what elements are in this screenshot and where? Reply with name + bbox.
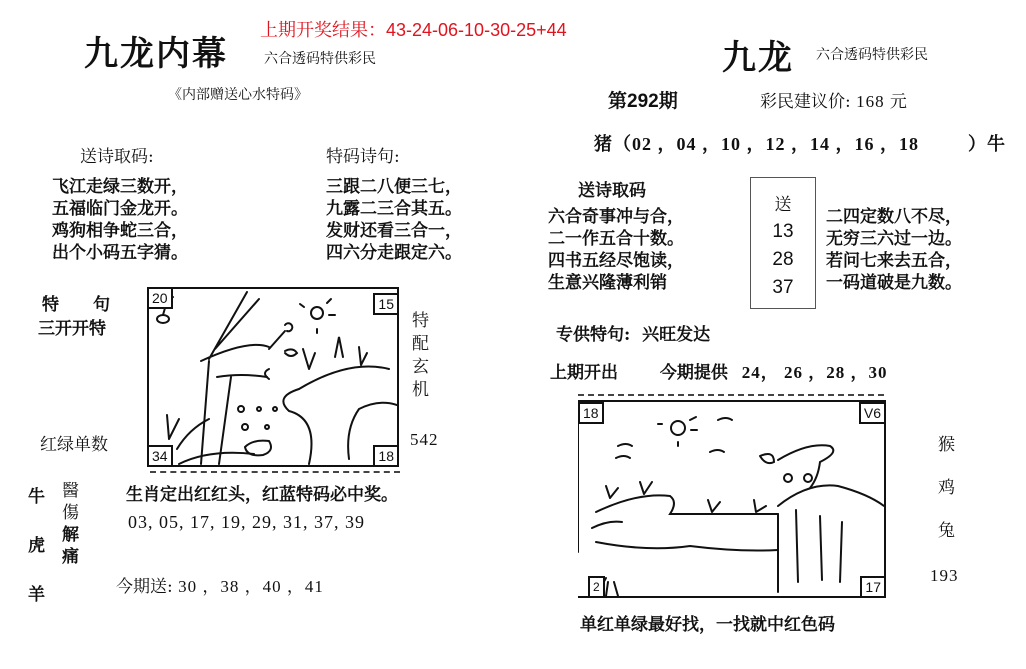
zodiac-char: 虎 [28,536,45,556]
poem-a [52,176,188,264]
poem-line: 二四定数八不尽， [826,207,962,227]
special-row [556,320,710,345]
poem-line: 无穷三六过一边。 [826,229,962,249]
poem-line: 五福临门金龙开。 [52,199,188,219]
cure-char: 解 [62,525,79,545]
pig-suffix: ）牛 [968,134,1006,154]
corner-number-tl: 20 [147,287,173,309]
poem-line: 三跟二八便三七， [326,177,462,197]
side-char: 鸡 [938,478,955,498]
send-numbers: 30 ，38 ，40 ，41 [178,577,324,596]
poem-line: 出个小码五字猜。 [52,243,188,263]
send-box-label: 送 [774,195,792,215]
left-numbers: 03, 05, 17, 19, 29, 31, 37, 39 [128,512,365,532]
poem-line: 鸡狗相争蛇三合， [52,221,188,241]
dashed-divider [578,394,884,396]
send-label: 今期送: [116,577,173,597]
left-slogan: 生肖定出红红头，红蓝特码必中奖。 [126,485,398,505]
last-open-label: 上期开出 [550,363,618,383]
cure-char: 醫 [62,481,79,501]
cure-char: 傷 [62,503,79,523]
left-title: 九龙内幕 [84,34,228,74]
cure-column [62,480,79,568]
right-hint-picture [578,400,886,598]
right-side-vertical [938,430,955,541]
poem-line: 飞江走绿三数开， [52,177,188,197]
corner-number-bl: 2 [588,576,605,598]
provide-numbers: 24， 26 ，28 ，30 [741,363,888,382]
cure-char: 痛 [62,547,79,567]
pig-numbers: 02 ，04 ，10 ，12 ，14 ，16 ，18 [632,134,919,154]
pig-line [594,130,919,156]
zodiac-column [28,482,45,605]
send-box-number: 13 [772,221,794,242]
right-title: 九龙 [722,38,794,78]
side-char: 玄 [412,357,429,377]
zodiac-char: 羊 [28,585,45,605]
price-row [760,87,908,112]
right-side-number: 193 [930,566,959,585]
side-char: 特 [412,311,429,331]
send-box-number: 37 [772,277,794,298]
left-subtitle: 《内部赠送心水特码》 [168,87,308,103]
provide-label: 今期提供 [659,363,728,383]
send-row [116,572,324,597]
last-result-banner [260,16,567,42]
side-char: 配 [412,334,429,354]
special-label: 专供特句: [556,325,631,345]
corner-number-br: 17 [860,576,886,598]
right-tagline: 六合透码特供彩民 [816,47,928,63]
zodiac-char: 牛 [28,487,45,507]
last-result-label: 上期开奖结果： [260,20,386,40]
right-poem-left [548,206,684,294]
poem-line: 生意兴隆薄利销 [548,273,667,293]
poem-line: 二一作五合十数。 [548,229,684,249]
special-value: 兴旺发达 [642,325,711,345]
right-poem-heading: 送诗取码 [578,181,646,201]
side-char: 猴 [938,435,955,455]
poem-a-heading: 送诗取码: [80,147,154,167]
poem-line: 四六分走跟定六。 [326,243,462,263]
poem-b-heading: 特码诗句: [326,147,400,167]
price-label: 彩民建议价: [760,92,851,112]
send-box-number: 28 [772,249,794,270]
issue-number: 第292期 [608,91,678,112]
price-value: 168 元 [856,92,908,111]
provide-row [550,358,888,383]
corner-number-bl: 34 [147,445,173,467]
right-poem-right [826,206,962,294]
sketch-landscape-icon [149,289,397,465]
left-hint-picture [147,287,399,467]
side-char: 兔 [938,521,955,541]
sketch-landscape-icon [578,402,884,596]
poem-line: 六合奇事冲与合， [548,207,684,227]
corner-number-tl: 18 [578,402,604,424]
red-green-label: 红绿单数 [40,435,108,455]
dashed-divider [150,471,400,473]
poem-line: 发财还看三合一， [326,221,462,241]
corner-number-tr: V6 [859,402,886,424]
left-side-number: 542 [410,430,439,449]
special-phrase: 三开开特 [38,319,106,339]
right-footer: 单红单绿最好找，一找就中红色码 [580,615,835,635]
left-side-vertical [412,310,429,402]
poem-line: 九露二三合其五。 [326,199,462,219]
poem-line: 四书五经尽饱读， [548,251,684,271]
corner-number-br: 18 [373,445,399,467]
send-number-box [750,177,816,309]
corner-number-tr: 15 [373,293,399,315]
special-phrase-label: 特 句 [42,295,110,315]
side-char: 机 [412,380,429,400]
poem-b [326,176,462,264]
poem-line: 一码道破是九数。 [826,273,962,293]
pig-prefix: 猪（ [594,134,632,154]
left-tagline: 六合透码特供彩民 [264,51,376,67]
last-result-numbers: 43-24-06-10-30-25+44 [386,20,567,40]
poem-line: 若问七来去五合， [826,251,962,271]
